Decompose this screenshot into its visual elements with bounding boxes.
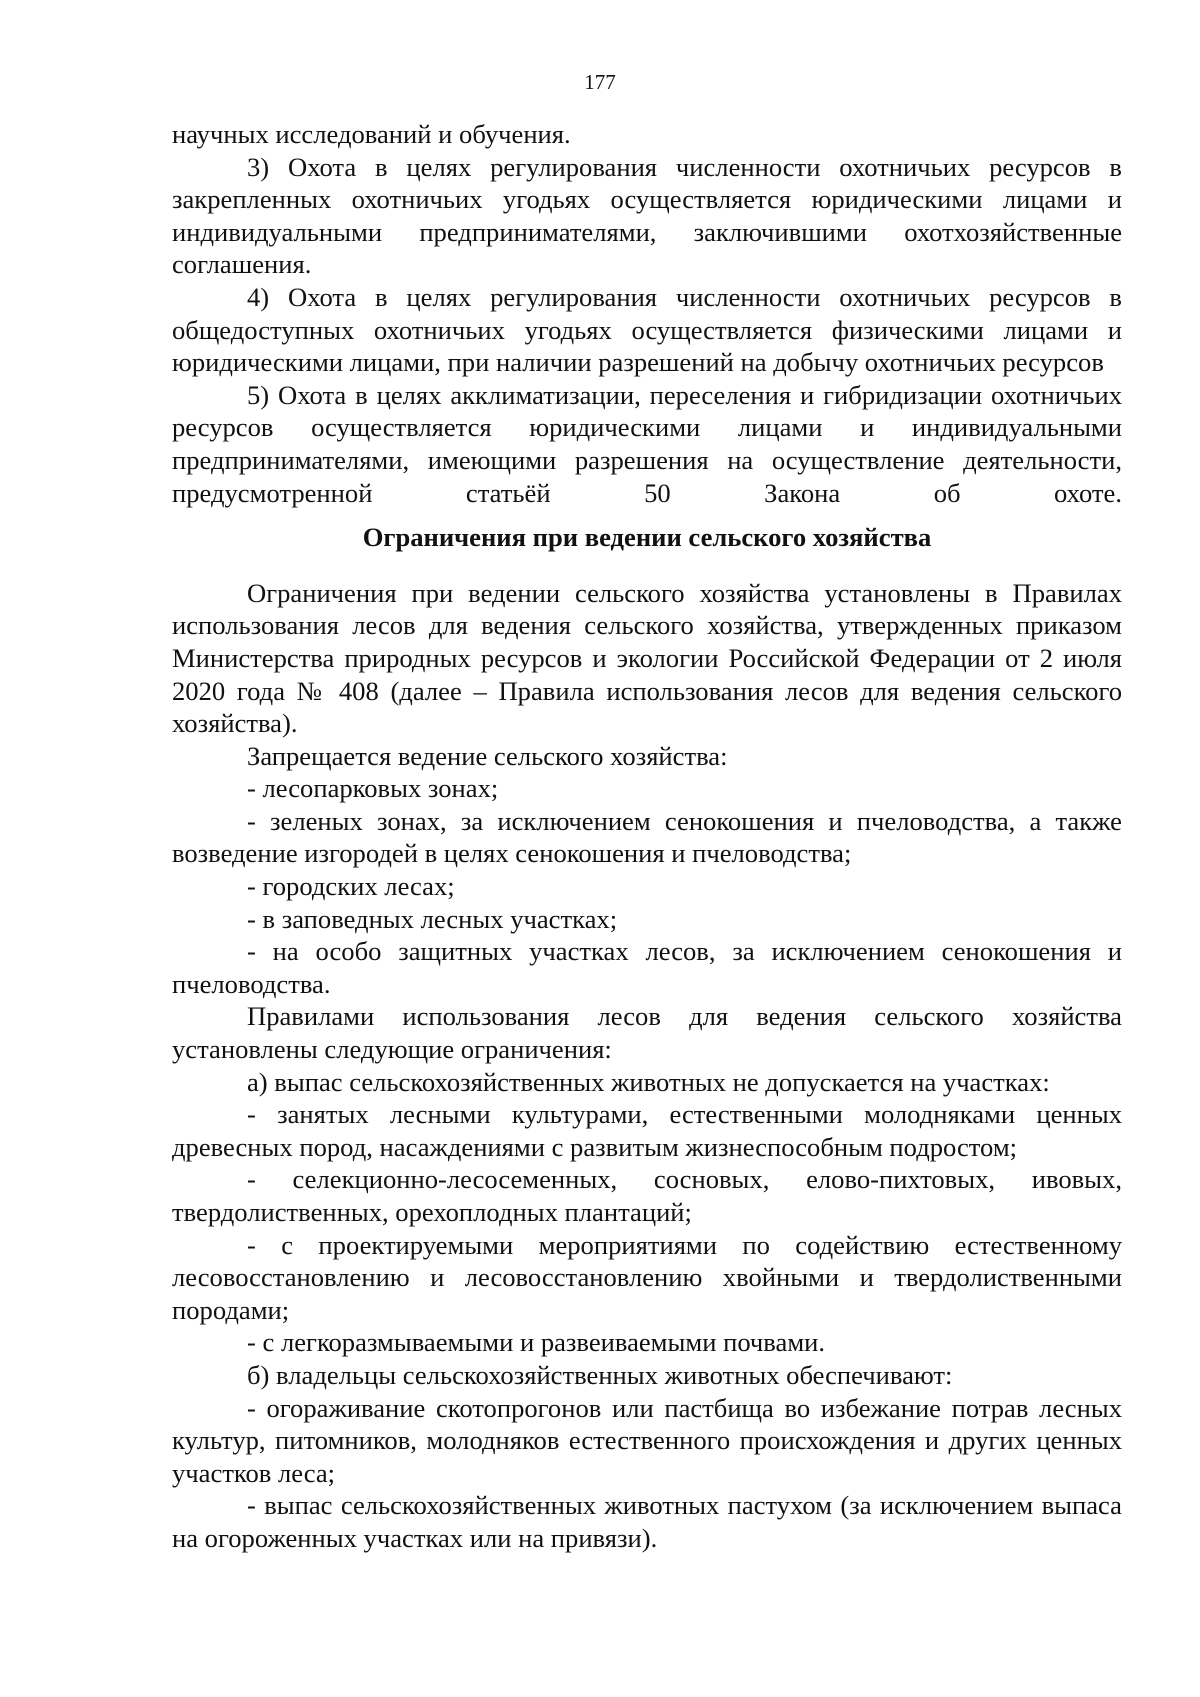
list-item: - в заповедных лесных участках; (247, 903, 618, 934)
list-item: - занятых лесными культурами, естественными молодняками ценных древесных пород, насаждениями с развитым жизнеспособным подростом; (172, 1099, 1122, 1162)
list-item: - с проектируемыми мероприятиями по содействию естественному лесовосстановлению и лесовосстановлению хвойными и твердолиственными породами; (172, 1229, 1122, 1325)
subsection-b-intro: б) владельцы сельскохозяйственных животных обеспечивают: (247, 1359, 953, 1390)
intro-paragraph: Ограничения при ведении сельского хозяйства установлены в Правилах использования лесов для ведения сельского хозяйства, утвержденных приказом Министерства природных ресурсов и экологии Российской Федерации от 2 июля 2020 года № 408 (далее – Правила использования лесов для ведения сельского хозяйства). (172, 577, 1122, 739)
continuation-paragraph: научных исследований и обучения. (172, 119, 571, 149)
paragraph-item-4: 4) Охота в целях регулирования численности охотничьих ресурсов в общедоступных охотничьих угодьях осуществляется физическими лицами и юридическими лицами, при наличии разрешений на добычу охотничьих ресурсов (172, 281, 1122, 378)
list-item: - огораживание скотопрогонов или пастбища во избежание потрав лесных культур, питомников, молодняков естественного происхождения и других ценных участков леса; (172, 1392, 1122, 1488)
rules-intro: Правилами использования лесов для ведения сельского хозяйства установлены следующие ограничения: (172, 1001, 1122, 1065)
section-heading: Ограничения при ведении сельского хозяйства (362, 522, 932, 553)
list-item: - на особо защитных участках лесов, за исключением сенокошения и пчеловодства. (172, 936, 1122, 999)
list-item: - городских лесах; (247, 871, 455, 902)
list-item: - выпас сельскохозяйственных животных пастухом (за исключением выпаса на огороженных участках или на привязи). (172, 1490, 1122, 1553)
page-number: 177 (584, 70, 616, 94)
list-item: - селекционно-лесосеменных, сосновых, елово-пихтовых, ивовых, твердолиственных, орехоплодных плантаций; (172, 1164, 1122, 1227)
paragraph-item-3: 3) Охота в целях регулирования численности охотничьих ресурсов в закрепленных охотничьих угодьях осуществляется юридическими лицами и индивидуальными предпринимателями, заключившими охотхозяйственные соглашения. (172, 151, 1122, 280)
prohibited-intro: Запрещается ведение сельского хозяйства: (247, 740, 728, 771)
paragraph-item-5: 5) Охота в целях акклиматизации, переселения и гибридизации охотничьих ресурсов осуществляется юридическими лицами и индивидуальными предпринимателями, имеющими разрешения на осуществление деятельности, предусмотренной статьёй 50 Закона об охоте. (172, 379, 1122, 508)
list-item: - с легкоразмываемыми и развеиваемыми почвами. (247, 1327, 826, 1358)
document-body (172, 118, 1122, 1555)
list-item: - лесопарковых зонах; (247, 773, 499, 804)
list-item: - зеленых зонах, за исключением сенокошения и пчеловодства, а также возведение изгородей в целях сенокошения и пчеловодства; (172, 805, 1122, 869)
subsection-a-intro: а) выпас сельскохозяйственных животных не допускается на участках: (247, 1066, 1050, 1097)
